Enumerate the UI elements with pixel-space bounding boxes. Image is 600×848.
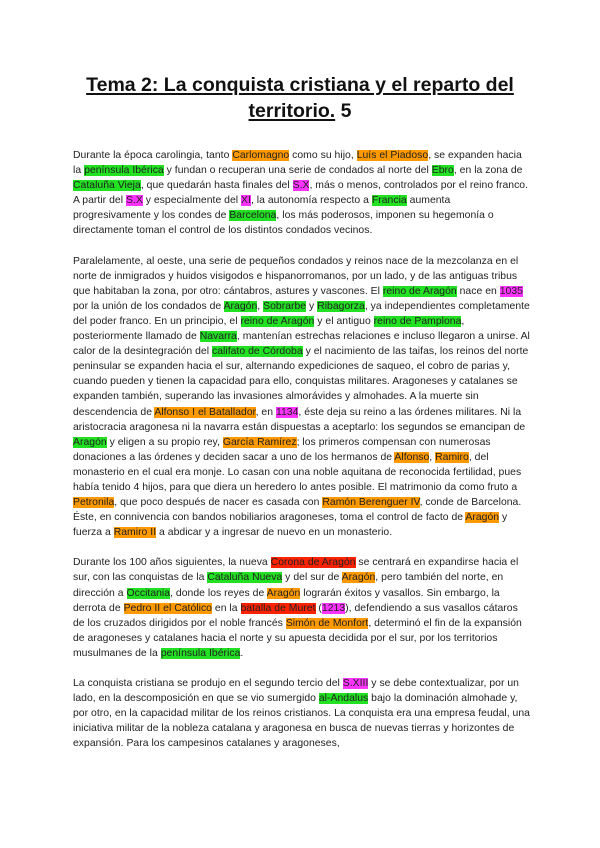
paragraph-text: , éste deja su reino a las órdenes militares. Ni la aristocracia aragonesa ni la navarra están dispuestas a aceptarlo: los segundos se emancipan de (73, 406, 526, 433)
paragraph-text: , mantenían estrechas relaciones e incluso llegaron a unirse. Al calor de la desintegración del (73, 331, 530, 358)
highlighted-term: 1035 (499, 285, 523, 297)
highlighted-term: 1213 (321, 602, 346, 614)
highlighted-term: reino de Aragón (382, 285, 457, 297)
highlighted-term: reino de Pamplona (373, 315, 462, 327)
paragraph-text: y (306, 300, 318, 312)
paragraph-text: ( (315, 602, 322, 614)
paragraph-text: , pero también del norte, en dirección a (73, 572, 504, 599)
highlighted-term: Barcelona (229, 210, 277, 222)
highlighted-term: Aragón (73, 436, 107, 448)
highlighted-term: 1134 (275, 406, 299, 418)
highlighted-term: califato de Córdoba (211, 346, 303, 358)
paragraph-text: en la (211, 602, 241, 614)
paragraph-text: , en la zona de (453, 165, 523, 177)
paragraph-text: y se debe contextualizar, por un lado, en la descomposición en que se vio sumergido (73, 678, 519, 705)
highlighted-term: península Ibérica (160, 647, 241, 659)
paragraph-text: y fuerza a (73, 512, 508, 539)
highlighted-term: Corona de Aragón (270, 557, 356, 569)
paragraph-text: , que quedarán hasta finales del (140, 180, 293, 192)
highlighted-term: S.XIII (342, 678, 369, 689)
title-page-number: 5 (335, 100, 352, 122)
paragraph-text: , conde de Barcelona. Éste, en connivencia con bandos nobiliarios aragoneses, toma el control de facto de (73, 497, 522, 524)
page-title (60, 72, 540, 124)
paragraph-text: bajo la dominación almohade y, por otro, en la capacidad militar de los reinos cristianos. La conquista era una empresa feudal, una iniciativa militar de la nobleza catalana y aragonesa en busca de nuevas tierras y horizontes de expansión. Para los campesinos catalanes y aragoneses, (73, 693, 530, 750)
highlighted-term: García Ramírez (222, 436, 297, 448)
highlighted-term: batalla de Muret (240, 602, 316, 614)
paragraph-2 (73, 254, 531, 541)
highlighted-term: Pedro II el Católico (123, 602, 212, 614)
highlighted-term: Ramiro (435, 451, 469, 463)
highlighted-term: Aragón (223, 300, 258, 312)
paragraph-text: ), defendiendo a sus vasallos cátaros de los cruzados dirigidos por el noble francés (73, 602, 518, 629)
paragraph-text: a abdicar y a ingresar de nuevo en un monasterio. (156, 527, 393, 539)
paragraph-text: La conquista cristiana se produjo en el segundo tercio del (73, 678, 343, 689)
paragraph-text: , (429, 451, 436, 463)
highlighted-term: Simón de Monfort (285, 617, 369, 629)
paragraph-text: ; los primeros compensan con numerosas donaciones a las órdenes y deciden sacar a uno de los hermanos de (73, 436, 491, 463)
paragraph-text: lograrán éxitos y vasallos. Sin embargo, la derrota de (73, 587, 500, 614)
paragraph-text: Durante la época carolingia, tanto (73, 150, 233, 161)
highlighted-term: península Ibérica (84, 165, 164, 177)
highlighted-term: Aragón (465, 512, 500, 524)
paragraph-3 (73, 555, 531, 661)
highlighted-term: Ebro (431, 165, 454, 177)
highlighted-term: S.X (292, 180, 310, 192)
highlighted-term: Ramón Berenguer IV (322, 497, 420, 509)
highlighted-term: Alfonso I el Batallador (154, 406, 256, 418)
paragraph-text: , donde los reyes de (170, 587, 267, 599)
paragraph-text: , la autonomía respecto a (250, 195, 372, 207)
document-body (73, 148, 531, 766)
highlighted-term: Navarra (199, 331, 237, 343)
paragraph-text: y del sur de (282, 572, 342, 584)
paragraph-text: , los más poderosos, imponen su hegemonía o directamente toman el control de los distintos condados vecinos. (73, 210, 494, 237)
paragraph-text: , del monasterio en el cual era monje. Lo casan con una noble aquitana de reconocida fertilidad, pues había tenido 4 hijos, para que diera un heredero lo antes posible. El matrimonio da como fruto a (73, 451, 522, 493)
paragraph-text: aumenta progresivamente y los condes de (73, 195, 451, 222)
paragraph-text: , posteriormente llamado de (73, 315, 465, 343)
highlighted-term: al-Andalus (318, 693, 369, 705)
paragraph-text: Paralelamente, al oeste, una serie de pequeños condados y reinos nace de la mezcolanza en el norte de inmigrados y huidos visigodos e hispanorromanos, por un lado, y de las antiguas tribus que habitaban la zona, por otro: cántabros, astures y vascones. El (73, 255, 519, 297)
title-text: Tema 2: La conquista cristiana y el reparto del territorio. (86, 74, 514, 122)
paragraph-text: por la unión de los condados de (73, 300, 224, 312)
highlighted-term: Ribagorza (317, 300, 365, 312)
paragraph-text: . (240, 647, 244, 659)
highlighted-term: Aragón (341, 572, 376, 584)
paragraph-4 (73, 676, 531, 751)
paragraph-text: , (257, 300, 264, 312)
highlighted-term: Cataluña Nueva (207, 572, 283, 584)
highlighted-term: Petronila (73, 497, 115, 509)
highlighted-term: Sobrarbe (263, 300, 307, 312)
paragraph-text: , que poco después de nacer es casada con (114, 497, 323, 509)
highlighted-term: S.X (125, 195, 143, 207)
highlighted-term: reino de Aragón (240, 315, 315, 327)
highlighted-term: Alfonso (394, 451, 430, 463)
highlighted-term: XI (241, 195, 251, 207)
paragraph-text: y el nacimiento de las taifas, los reinos del norte peninsular se expanden hacia el sur, alternando expediciones de saqueo, el cobro de parias y, cuando pueden y tienen la capacidad para ello, conquistas militares. Aragoneses y catalanes se expanden también, superando las invasiones almorávides y almohades. A la muerte sin descendencia de (73, 346, 529, 418)
paragraph-text: como su hijo, (289, 150, 357, 161)
highlighted-term: Aragón (266, 587, 301, 599)
highlighted-term: Carlomagno (232, 150, 290, 161)
paragraph-text: , ya independientes completamente del poder franco. En un principio, el (73, 300, 530, 327)
paragraph-text: y fundan o recuperan una serie de condados al norte del (163, 165, 432, 177)
paragraph-text: Durante los 100 años siguientes, la nueva (73, 557, 271, 569)
paragraph-text: , en (255, 406, 276, 418)
paragraph-1 (73, 148, 531, 239)
paragraph-text: y el antiguo (314, 315, 374, 327)
paragraph-text: y especialmente del (142, 195, 242, 207)
highlighted-term: Francia (371, 195, 407, 207)
highlighted-term: Cataluña Vieja (73, 180, 141, 192)
paragraph-text: nace en (456, 285, 500, 297)
highlighted-term: Occitania (126, 587, 171, 599)
paragraph-text: y eligen a su propio rey, (106, 436, 223, 448)
paragraph-text: , se expanden hacia la (73, 150, 522, 177)
paragraph-text: se centrará en expandirse hacia el sur, con las conquistas de la (73, 557, 519, 584)
highlighted-term: Ramiro II (113, 527, 157, 539)
highlighted-term: Luís el Piadoso (356, 150, 429, 161)
paragraph-text: , más o menos, controlados por el reino franco. A partir del (73, 180, 529, 207)
paragraph-text: , determinó el fin de la expansión de aragoneses y catalanes hacia el norte y su apuesta decidida por el sur, por los territorios musulmanes de la (73, 617, 522, 659)
